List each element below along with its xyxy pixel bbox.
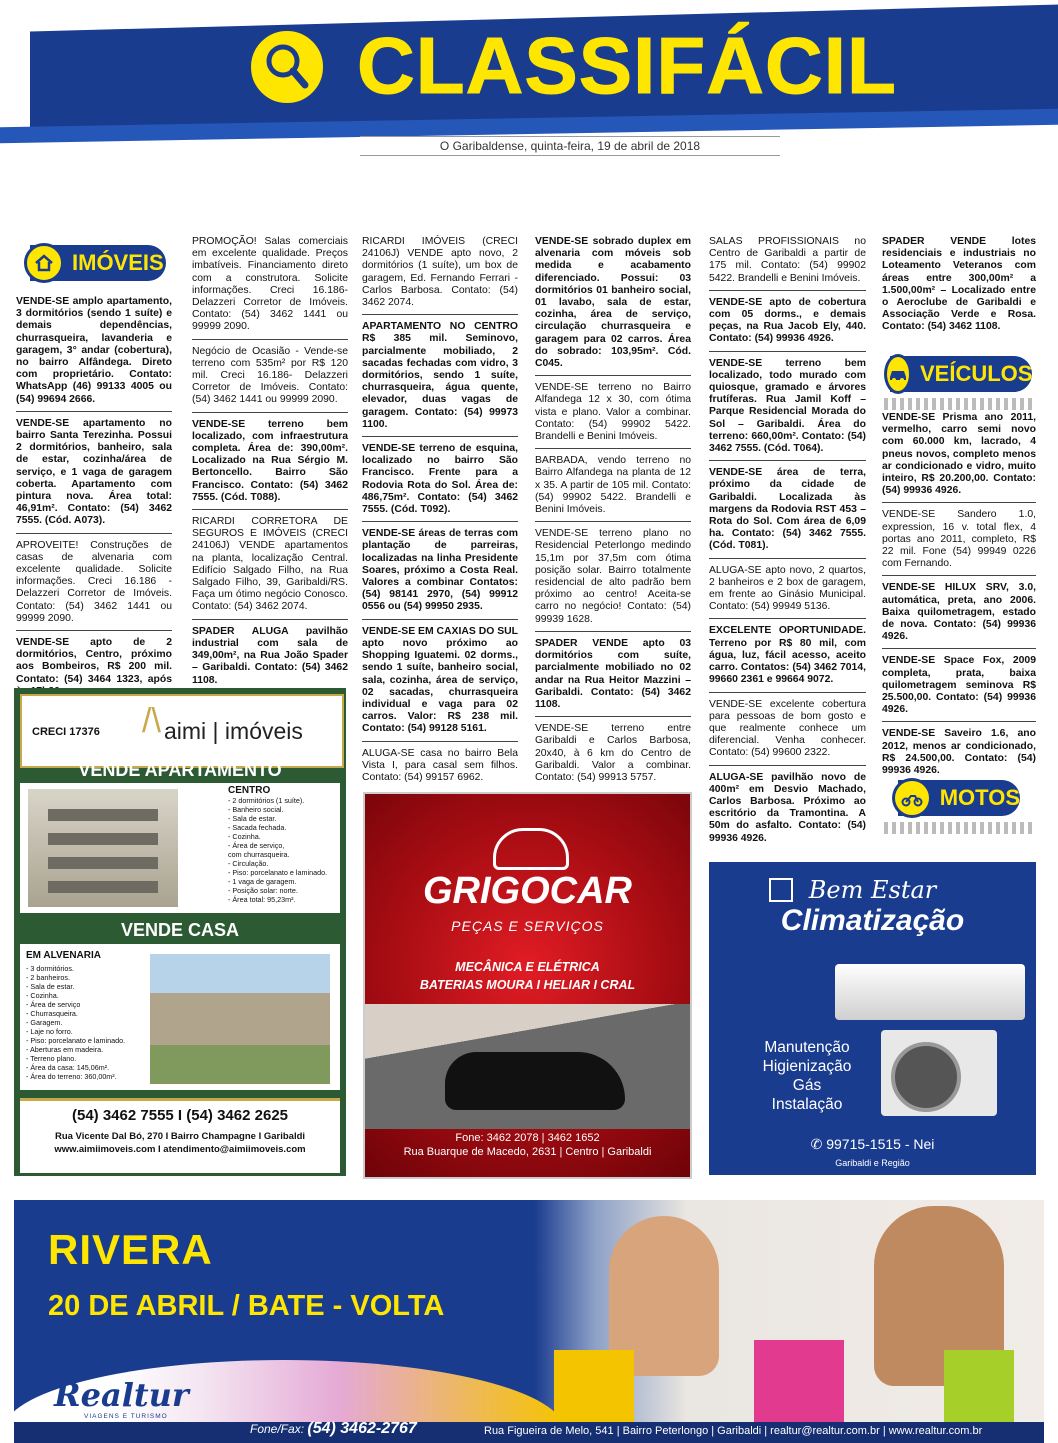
bem-estar-phone: ✆ 99715-1515 - Nei xyxy=(810,1136,935,1152)
aimi-contact xyxy=(20,1098,340,1173)
realtur-banner xyxy=(14,1200,1044,1443)
aimi-house-type: EM ALVENARIA xyxy=(26,950,101,961)
classified-ad: VENDE-SE áreas de terras com plantação de parreiras, localizadas na linha Presidente Soares, próximo a Costa Real. Valores a combinar Contatos: (54) 98141 2970, (54) 99912 0556 ou (54) 99950 2935. xyxy=(362,528,518,619)
classified-ad: ALUGA-SE pavilhão novo de 400m² em Desvio Machado, Carlos Barbosa. Próximo ao escritório da Tramontina. A 50m do asfalto. Contato: (54) 99936 4926. xyxy=(709,771,866,844)
page-title: CLASSIFÁCIL xyxy=(357,21,897,110)
car-logo-icon xyxy=(493,828,569,870)
column-6 xyxy=(882,236,1036,345)
classified-ad: APARTAMENTO NO CENTRO R$ 385 mil. Seminovo, parcialmente mobiliado, 2 sacadas fechadas com vidro, 3 dormitórios, sendo 1 suíte, churrasqueira, água quente, elevador, duas vagas de garagem. Contato: (54) 99973 1100. xyxy=(362,321,518,437)
bem-estar-subtitle: Climatização xyxy=(780,904,965,937)
house-icon xyxy=(24,243,64,283)
classified-ad: SPADER VENDE lotes residenciais e industriais no Loteamento Veteranos com áreas entre 300,00m² a 1.500,00m² – Localizado entre o Aeroclube de Garibaldi e Associação Verde e Rosa. Contato: (54) 3462 1108. xyxy=(882,236,1036,333)
classified-ad: SPADER VENDE apto 03 dormitórios com suíte, parcialmente mobiliado no 02 andar na Rua Heitor Mazzini – Garibaldi. Contato: (54) 3462 1108. xyxy=(535,638,691,717)
page-header xyxy=(0,0,1058,170)
grigocar-ad xyxy=(363,792,692,1179)
aimi-phones: (54) 3462 7555 I (54) 3462 2625 xyxy=(72,1107,288,1124)
realtur-logo-subtitle: VIAGENS E TURISMO xyxy=(84,1413,168,1420)
aimi-heading-house: VENDE CASA xyxy=(120,920,240,940)
classified-ad: ALUGA-SE casa no bairro Bela Vista I, para casal sem filhos. Contato: (54) 99157 6962. xyxy=(362,747,518,783)
building-photo xyxy=(28,789,178,907)
shopping-bag xyxy=(554,1350,634,1430)
section-stripes xyxy=(884,822,1036,834)
house-photo xyxy=(150,954,330,1084)
car-photo xyxy=(445,1052,625,1110)
classified-ad: EXCELENTE OPORTUNIDADE. Terreno por R$ 80 mil, com água, luz, fácil acesso, aceito carro. Contatos: (54) 3462 7014, 99660 2361 e 99664 9072. xyxy=(709,625,866,692)
classified-ad: VENDE-SE apto de 2 dormitórios, Centro, próximo aos Bombeiros, R$ 200 mil. Contato: (54) 3464 1323, após xyxy=(16,637,172,685)
classified-ad: VENDE-SE terreno bem localizado, com infraestrutura completa. Área de: 390,00m². Localizado na Rua Sérgio M. Bertoncello. Bairro São Francisco. Contato: (54) 3462 7555. (Cód. T088). xyxy=(192,419,348,510)
magnifier-icon xyxy=(248,28,326,106)
condenser-photo xyxy=(881,1030,997,1116)
column-2 xyxy=(192,236,348,698)
section-label: MOTOS xyxy=(939,785,1020,810)
classified-ad: VENDE-SE amplo apartamento, 3 dormitórios (sendo 1 suíte) e demais dependências, churrasqueira, lavanderia e garagem, 3° andar (cobertura), no bairro Alfândega. Direto com proprietário. Contato: WhatsApp (46) 99133 4005 ou (54) 99694 2666. xyxy=(16,296,172,412)
shopping-bag xyxy=(944,1350,1014,1430)
car-icon xyxy=(884,354,912,394)
grigocar-phone: Fone: 3462 2078 | 3462 1652 xyxy=(455,1132,600,1144)
classified-ad: VENDE-SE terreno entre Garibaldi e Carlos Barbosa, 20x40, à 6 km do Centro de Garibaldi. Valor a combinar. Contato: (54) 99913 5757. xyxy=(535,723,691,783)
classified-ad: VENDE-SE Sandero 1.0, expression, 16 v. total flex, 4 portas ano 2011, completo, R$ 22 mil. Fone (54) 99949 0226 com Fernando. xyxy=(882,509,1036,576)
aimi-house-features: - 3 dormitórios. - 2 banheiros. - Sala de estar. - Cozinha. - Área de serviço - Churrasqueira. - Garagem. - Laje no forro. - Piso: porcelanato e laminado. - Aberturas em madeira. - Terreno plano. - Área da casa: 145,06m². - Área do terreno: 360,00m². xyxy=(26,964,126,1081)
classified-ad: VENDE-SE terreno bem localizado, todo murado com quiosque, gramado e árvores frutíferas. Rua Jamil Koff – Parque Residencial Morada do Sol – Garibaldi. Área do terreno: 660,00m². Contato: (54) 3462 7555. (Cód. T064). xyxy=(709,358,866,462)
realtur-address: Rua Figueira de Melo, 541 | Bairro Peterlongo | Garibaldi | realtur@realtur.com.br | www.realtur.com.br xyxy=(484,1425,983,1437)
section-tag-veiculos xyxy=(890,356,1032,392)
aimi-apartment-location: CENTRO xyxy=(228,785,271,796)
classified-ad: ALUGA-SE apto novo, 2 quartos, 2 banheiros e 2 box de garagem, em frente ao Ginásio Municipal. Contato: (54) 99949 5136. xyxy=(709,565,866,620)
section-label: IMÓVEIS xyxy=(72,250,164,275)
aimi-address: Rua Vicente Dal Bó, 270 I Bairro Champagne I Garibaldi xyxy=(54,1131,306,1142)
classified-ad: VENDE-SE HILUX SRV, 3.0, automática, preta, ano 2006. Baixa quilometragem, estado de nova. Contato: (54) 99936 4926. xyxy=(882,582,1036,649)
column-5 xyxy=(709,236,866,856)
section-stripes xyxy=(884,398,1036,410)
aimi-apartment-features: - 2 dormitórios (1 suíte). - Banheiro social. - Sala de estar. - Sacada fechada. - Cozinha. - Área de serviço, com churrasqueira. - Circulação. - Piso: porcelanato e laminado. - 1 vaga de garagem. - Posição solar: norte. - Área total: 95,23m². xyxy=(228,796,328,904)
grigocar-subtitle: PEÇAS E SERVIÇOS xyxy=(451,918,604,934)
classified-ad: VENDE-SE terreno no Bairro Alfandega 12 x 30, com ótima vista e plano. Valor a combinar. Contato: (54) 99902 5422. Brandelli e Benini Imóveis. xyxy=(535,382,691,449)
aimi-logo: /\ aimi | imóveis xyxy=(142,702,303,744)
classified-ad: VENDE-SE sobrado duplex em alvenaria com móveis sob medida e acabamento diferenciado. Possui: 03 dormitórios 01 banheiro social, 01 lavabo, sala de estar, cozinha, área de serviço, circulação churrasqueira e garagem para 02 carros. Área do sobrado: 103,95m². Cód. C045. xyxy=(535,236,691,376)
aimi-web: www.aimiimoveis.com I atendimento@aimiimoveis.com xyxy=(54,1144,306,1155)
grigocar-service-2: BATERIAS MOURA I HELIAR I CRAL xyxy=(419,978,636,992)
classified-ad: APROVEITE! Construções de casas de alvenaria com excelente qualidade. Solicite informações. Creci 16.186 - Delazzeri Corretor de Imóveis. Contato: (54) 3462 1441 ou 99999 2090. xyxy=(16,540,172,631)
grigocar-service-1: MECÂNICA E ELÉTRICA xyxy=(455,960,600,974)
section-tag-imoveis xyxy=(30,245,166,281)
motorcycle-icon xyxy=(892,778,932,818)
classified-ad: VENDE-SE Saveiro 1.6, ano 2012, menos ar condicionado, R$ 24.500,00. Contato: (54) 99936 4926. xyxy=(882,728,1036,777)
column-6-veiculos xyxy=(882,412,1036,788)
aimi-apartment-panel xyxy=(20,783,340,913)
air-conditioner-photo xyxy=(835,964,1025,1020)
classified-ad: Negócio de Ocasião - Vende-se terreno com 535m² por R$ 120 mil. Creci 16.186- Delazzeri Corretor de Imóveis. Contato: (54) 3462 1441 ou 99999 2090. xyxy=(192,346,348,413)
grigocar-name: GRIGOCAR xyxy=(423,870,632,912)
dateline: O Garibaldense, quinta-feira, 19 de abril de 2018 xyxy=(360,136,780,156)
bem-estar-region: Garibaldi e Região xyxy=(835,1158,910,1168)
bem-estar-title: Bem Estar xyxy=(808,876,937,904)
column-3 xyxy=(362,236,518,795)
classified-ad: VENDE-SE terreno de esquina, localizado no bairro São Francisco. Frente para a Rodovia Rota do Sol. Área de: 486,75m². Contato: (54) 3462 7555. (Cód. T092). xyxy=(362,443,518,522)
bem-estar-services: Manutenção Higienização Gás Instalação xyxy=(762,1039,852,1113)
bem-estar-ad xyxy=(709,862,1036,1175)
aimi-creci: CRECI 17376 xyxy=(32,726,100,738)
classified-ad: SALAS PROFISSIONAIS no Centro de Garibaldi a partir de 175 mil. Contato: (54) 99902 5422. Brandelli e Benini Imóveis. xyxy=(709,236,866,291)
section-label: VEÍCULOS xyxy=(920,361,1033,386)
classified-ad: VENDE-SE apartamento no bairro Santa Terezinha. Possui 2 dormitórios, banheiro, sala de estar, cozinha/área de serviço, e 1 vaga de garagem coberta. Apartamento com pintura nova. Área total: 46,91m². Contato: (54) 3462 7555. (Cód. A073). xyxy=(16,418,172,534)
classified-ad: VENDE-SE terreno plano no Residencial Peterlongo medindo 15,1m por 37,5m com ótima posição solar. Bairro totalmente residencial de alto padrão bem próximo ao centro! Aceita-se carro no negócio! Contato: (54) 99939 1628. xyxy=(535,528,691,632)
classified-ad: RICARDI CORRETORA DE SEGUROS E IMÓVEIS (CRECI 24106J) VENDE apartamentos na planta, localização Central. Edifício Salgado Filho, na Rua Salgado Filho, 39, Garibaldi/RS. Faça um ótimo negócio Conosco. Contato: (54) 3462 2074. xyxy=(192,516,348,620)
aimi-heading-apartment: VENDE APARTAMENTO xyxy=(78,760,282,780)
aimi-imoveis-ad xyxy=(14,688,346,1176)
classified-ad: VENDE-SE área de terra, próximo da cidade de Garibaldi. Localizada às margens da Rodovia RST 453 – Rota do Sol. Com área de 6,09 ha. Contato: (54) 3462 7555. (Cód. T081). xyxy=(709,467,866,558)
realtur-phone: Fone/Fax: (54) 3462-2767 xyxy=(250,1420,417,1437)
classified-ad: VENDE-SE EM CAXIAS DO SUL apto novo próximo ao Shopping Iguatemi. 02 dorms., sendo 1 suíte, banheiro social, sala, cozinha, área de serviço, 02 sacadas, churrasqueira individual e vaga para 02 carros. Valor: R$ 238 mil. Contato: (54) 99128 5161. xyxy=(362,626,518,742)
section-tag-motos xyxy=(898,780,1020,816)
realtur-headline: RIVERA xyxy=(48,1226,213,1273)
classified-ad: PROMOÇÃO! Salas comerciais em excelente qualidade. Preços imbatíveis. Financiamento direto com a construtora. Solicite informações. Creci 16.186- Delazzeri Corretor de Imóveis. Contato: (54) 3462 1441 ou 99999 2090. xyxy=(192,236,348,340)
aimi-house-panel xyxy=(20,944,340,1090)
whatsapp-icon: ✆ xyxy=(810,1136,827,1152)
classified-ad: VENDE-SE excelente cobertura para pessoas de bom gosto e que realmente conhece um diferencial. Venha conhecer. Contato: (54) 99600 2322. xyxy=(709,699,866,766)
classified-ad: SPADER ALUGA pavilhão industrial com sala de 349,00m², na Rua João Spader – Garibaldi. Contato: (54) 3462 1108. xyxy=(192,625,348,686)
realtur-date: 20 DE ABRIL / BATE - VOLTA xyxy=(48,1290,445,1322)
shopping-bag xyxy=(754,1340,844,1430)
classified-ad: VENDE-SE apto de cobertura com 05 dorms., e demais peças, na Rua Jacob Ely, 440. Contato: (54) 99936 4926. xyxy=(709,297,866,352)
column-4 xyxy=(535,236,691,795)
classified-ad: BARBADA, vendo terreno no Bairro Alfandega na planta de 12 x 35. A partir de 105 mil. Contato: (54) 99902 5422. Brandelli e Benini Imóveis. xyxy=(535,455,691,522)
classified-ad: VENDE-SE Prisma ano 2011, vermelho, carro semi novo com 60.000 km, lacrado, 4 pneus novos, completo menos ar condicionado e vidro, muito inteiro, R$ 20.200,00. Contato: (54) 99936 4926. xyxy=(882,412,1036,503)
classified-ad: VENDE-SE Space Fox, 2009 completa, prata, baixa quilometragem seminova R$ 25.500,00. Contato: (54) 99936 4926. xyxy=(882,655,1036,722)
realtur-logo: Realtur xyxy=(54,1376,189,1414)
column-1 xyxy=(16,296,172,709)
classified-ad: RICARDI IMÓVEIS (CRECI 24106J) VENDE apto novo, 2 dormitórios (1 suíte), um box de garagem, Ed. Fernando Ferrari - Carlos Barbosa. Contato: (54) 3462 2074. xyxy=(362,236,518,315)
grigocar-address: Rua Buarque de Macedo, 2631 | Centro | Garibaldi xyxy=(403,1146,652,1158)
